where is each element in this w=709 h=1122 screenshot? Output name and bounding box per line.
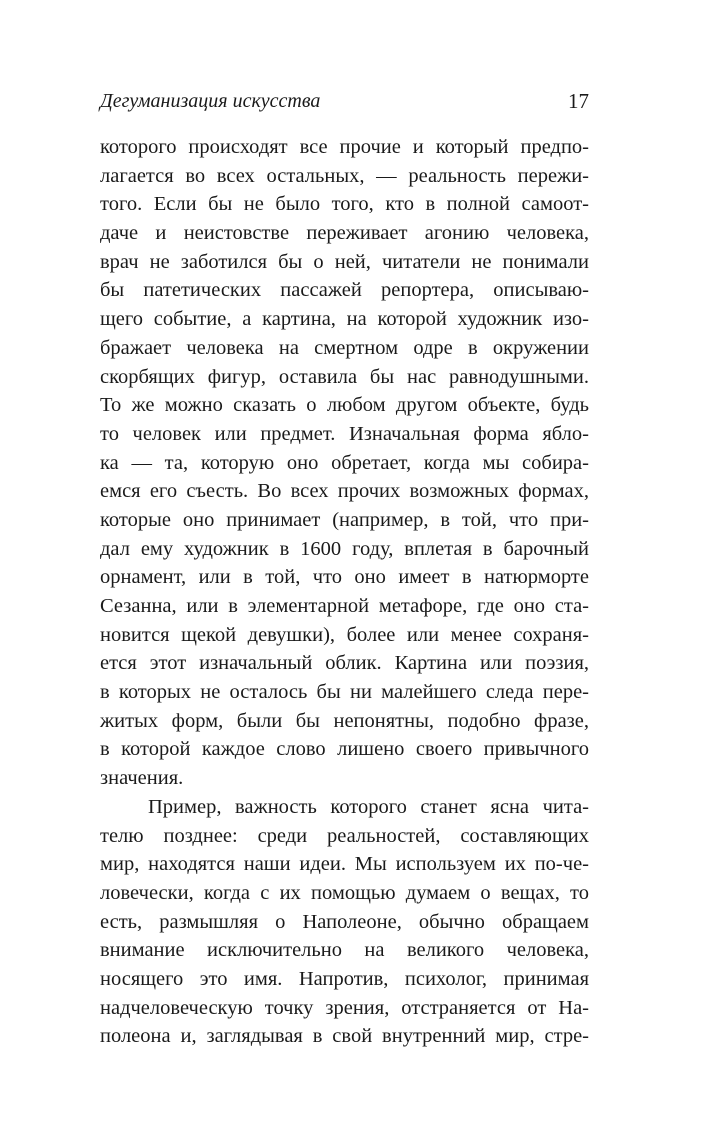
text-line: То же можно сказать о любом другом объекте, будь — [100, 394, 589, 417]
text-line: даче и неистовстве переживает агонию человека, — [100, 222, 589, 245]
body-text — [100, 133, 589, 1051]
text-line: ка — та, которую оно обретает, когда мы собира- — [100, 451, 589, 474]
text-line: которые оно принимает (например, в той, что при- — [100, 508, 589, 531]
text-line: скорбящих фигур, оставила бы нас равнодушными. — [100, 365, 589, 388]
text-line: надчеловеческую точку зрения, отстраняется от На- — [100, 996, 589, 1019]
text-line: есть, размышляя о Наполеоне, обычно обращаем — [100, 910, 589, 933]
text-line: полеона и, заглядывая в свой внутренний мир, стре- — [100, 1025, 589, 1048]
text-line: значения. — [100, 767, 184, 790]
text-line: внимание исключительно на великого человека, — [100, 939, 589, 962]
text-line: носящего это имя. Напротив, психолог, принимая — [100, 967, 589, 990]
text-line: емся его съесть. Во всех прочих возможных формах, — [100, 480, 589, 503]
paragraph — [100, 133, 589, 793]
text-line: того. Если бы не было того, кто в полной самоот- — [100, 193, 589, 216]
text-line: Пример, важность которого станет ясна чита- — [148, 795, 589, 818]
text-line: житых форм, были бы непонятны, подобно фразе, — [100, 709, 589, 732]
text-line: бы патетических пассажей репортера, описываю- — [100, 279, 589, 302]
paragraph — [100, 793, 589, 1051]
text-line: которого происходят все прочие и который предпо- — [100, 136, 589, 158]
text-line: бражает человека на смертном одре в окружении — [100, 336, 589, 359]
running-head-title: Дегуманизация искусства — [100, 90, 321, 112]
text-line: ется этот изначальный облик. Картина или поэзия, — [100, 652, 589, 675]
text-line: новится щекой девушки), более или менее сохраня- — [100, 623, 589, 646]
text-line: то человек или предмет. Изначальная форма ябло- — [100, 422, 589, 445]
page-number: 17 — [568, 89, 589, 113]
text-line: в которых не осталось бы ни малейшего следа пере- — [100, 681, 589, 704]
text-line: в которой каждое слово лишено своего привычного — [100, 738, 589, 761]
text-line: дал ему художник в 1600 году, вплетая в барочный — [100, 537, 589, 560]
text-line: Сезанна, или в элементарной метафоре, где оно ста- — [100, 595, 589, 617]
text-line: телю позднее: среди реальностей, составляющих — [100, 824, 589, 847]
text-line: лагается во всех остальных, — реальность пережи- — [100, 164, 589, 187]
text-line: орнамент, или в той, что оно имеет в натюрморте — [100, 566, 589, 589]
text-line: врач не заботился бы о ней, читатели не понимали — [100, 250, 589, 273]
text-line: ловечески, когда с их помощью думаем о вещах, то — [100, 881, 589, 904]
text-line: щего событие, а картина, на которой художник изо- — [100, 308, 589, 331]
text-line: мир, находятся наши идеи. Мы используем их по-че- — [100, 853, 589, 876]
running-head — [100, 86, 589, 116]
